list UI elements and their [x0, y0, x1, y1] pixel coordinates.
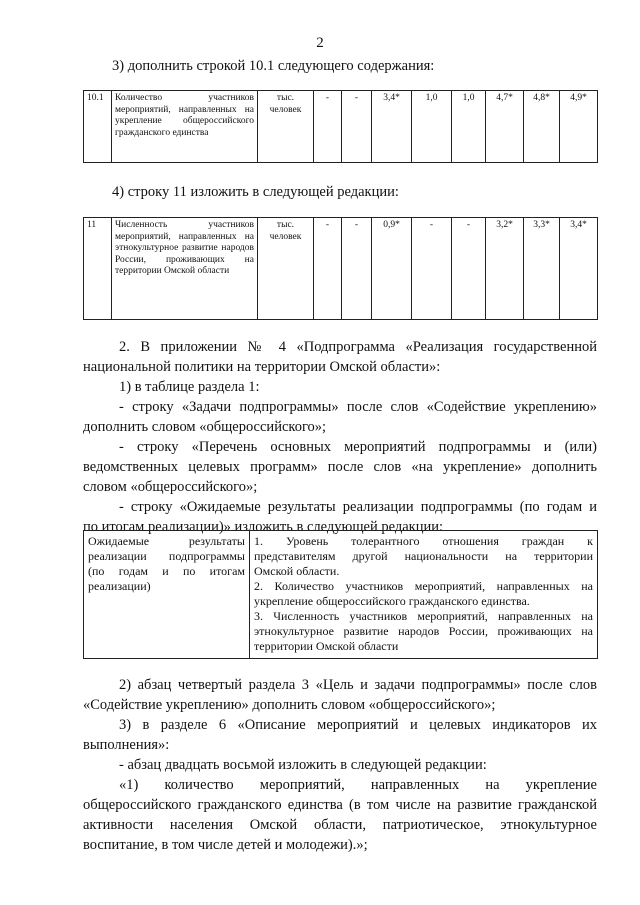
row-number: 10.1: [84, 91, 112, 163]
result-line: 3. Численность участников мероприятий, направленных на: [254, 609, 593, 623]
result-line: 1. Уровень толерантного отношения граждан к: [254, 534, 593, 548]
value-cell: 4,7*: [486, 91, 524, 163]
item-3-heading: 3) дополнить строкой 10.1 следующего содержания:: [112, 58, 435, 74]
unit-cell: тыс. человек: [258, 91, 314, 163]
paragraph-line: 1) в таблице раздела 1:: [119, 379, 260, 395]
row-number: 11: [84, 218, 112, 320]
indicator-table-11: [83, 217, 598, 320]
value-cell: 3,4*: [560, 218, 598, 320]
unit-cell: тыс. человек: [258, 218, 314, 320]
value-cell: -: [412, 218, 452, 320]
paragraph-line: выполнения»:: [83, 737, 170, 753]
value-cell: 1,0: [452, 91, 486, 163]
paragraph-line: активности населения Омской области, патриотическое, этнокультурное: [83, 817, 597, 833]
results-content-cell: [250, 531, 598, 659]
result-line: укрепление общероссийского гражданского единства.: [254, 594, 530, 608]
value-cell: -: [314, 91, 342, 163]
results-label-line: Ожидаемые результаты: [88, 534, 245, 548]
paragraph-line: ведомственных целевых программ» после слов «на укрепление» дополнить: [83, 459, 597, 475]
results-label-line: реализации подпрограммы: [88, 549, 245, 563]
indicator-table-10-1: [83, 90, 598, 163]
paragraph-line: словом «общероссийского»;: [83, 479, 258, 495]
expected-results-table: [83, 530, 598, 659]
value-cell: 0,9*: [372, 218, 412, 320]
results-label-line: реализации): [88, 579, 151, 593]
paragraph-line: - строку «Задачи подпрограммы» после слов «Содействие укреплению»: [119, 399, 597, 415]
result-line: представителям другой национальности на территории: [254, 549, 593, 563]
page-number: 2: [316, 35, 324, 51]
value-cell: 1,0: [412, 91, 452, 163]
paragraph-line: 2) абзац четвертый раздела 3 «Цель и задачи подпрограммы» после слов: [119, 677, 597, 693]
indicator-name: Количество участников мероприятий, направленных на укрепление общероссийского гражданского единства: [112, 91, 258, 163]
paragraph-line: - абзац двадцать восьмой изложить в следующей редакции:: [119, 757, 487, 773]
result-line: Омской области.: [254, 564, 340, 578]
value-cell: 3,4*: [372, 91, 412, 163]
value-cell: 4,8*: [524, 91, 560, 163]
result-line: территории Омской области: [254, 639, 399, 653]
results-label-cell: [84, 531, 250, 659]
value-cell: -: [314, 218, 342, 320]
paragraph-line: общероссийского гражданского единства (в том числе на развитие гражданской: [83, 797, 597, 813]
paragraph-line: по итогам реализации)» изложить в следующей редакции:: [83, 519, 444, 535]
paragraph-line: воспитание, в том числе детей и молодежи).»;: [83, 837, 368, 853]
value-cell: -: [342, 218, 372, 320]
paragraph-line: дополнить словом «общероссийского»;: [83, 419, 327, 435]
result-line: 2. Количество участников мероприятий, направленных на: [254, 579, 593, 593]
paragraph-line: - строку «Ожидаемые результаты реализации подпрограммы (по годам и: [119, 499, 597, 515]
paragraph-line: национальной политики на территории Омской области»:: [83, 359, 441, 375]
paragraph-line: «1) количество мероприятий, направленных на укрепление: [119, 777, 597, 793]
value-cell: 3,3*: [524, 218, 560, 320]
result-line: этнокультурное развитие народов России, проживающих на: [254, 624, 593, 638]
paragraph-line: 3) в разделе 6 «Описание мероприятий и целевых индикаторов их: [119, 717, 597, 733]
results-label-line: (по годам и по итогам: [88, 564, 245, 578]
value-cell: 4,9*: [560, 91, 598, 163]
value-cell: -: [342, 91, 372, 163]
paragraph-line: - строку «Перечень основных мероприятий подпрограммы и (или): [119, 439, 597, 455]
value-cell: 3,2*: [486, 218, 524, 320]
paragraph-line: «Содействие укреплению» дополнить словом «общероссийского»;: [83, 697, 496, 713]
indicator-name: Численность участников мероприятий, направленных на этнокультурное развитие народов России, проживающих на территории Омской области: [112, 218, 258, 320]
item-4-heading: 4) строку 11 изложить в следующей редакции:: [112, 184, 399, 200]
paragraph-line: 2. В приложении № 4 «Подпрограмма «Реализация государственной: [119, 339, 597, 355]
value-cell: -: [452, 218, 486, 320]
